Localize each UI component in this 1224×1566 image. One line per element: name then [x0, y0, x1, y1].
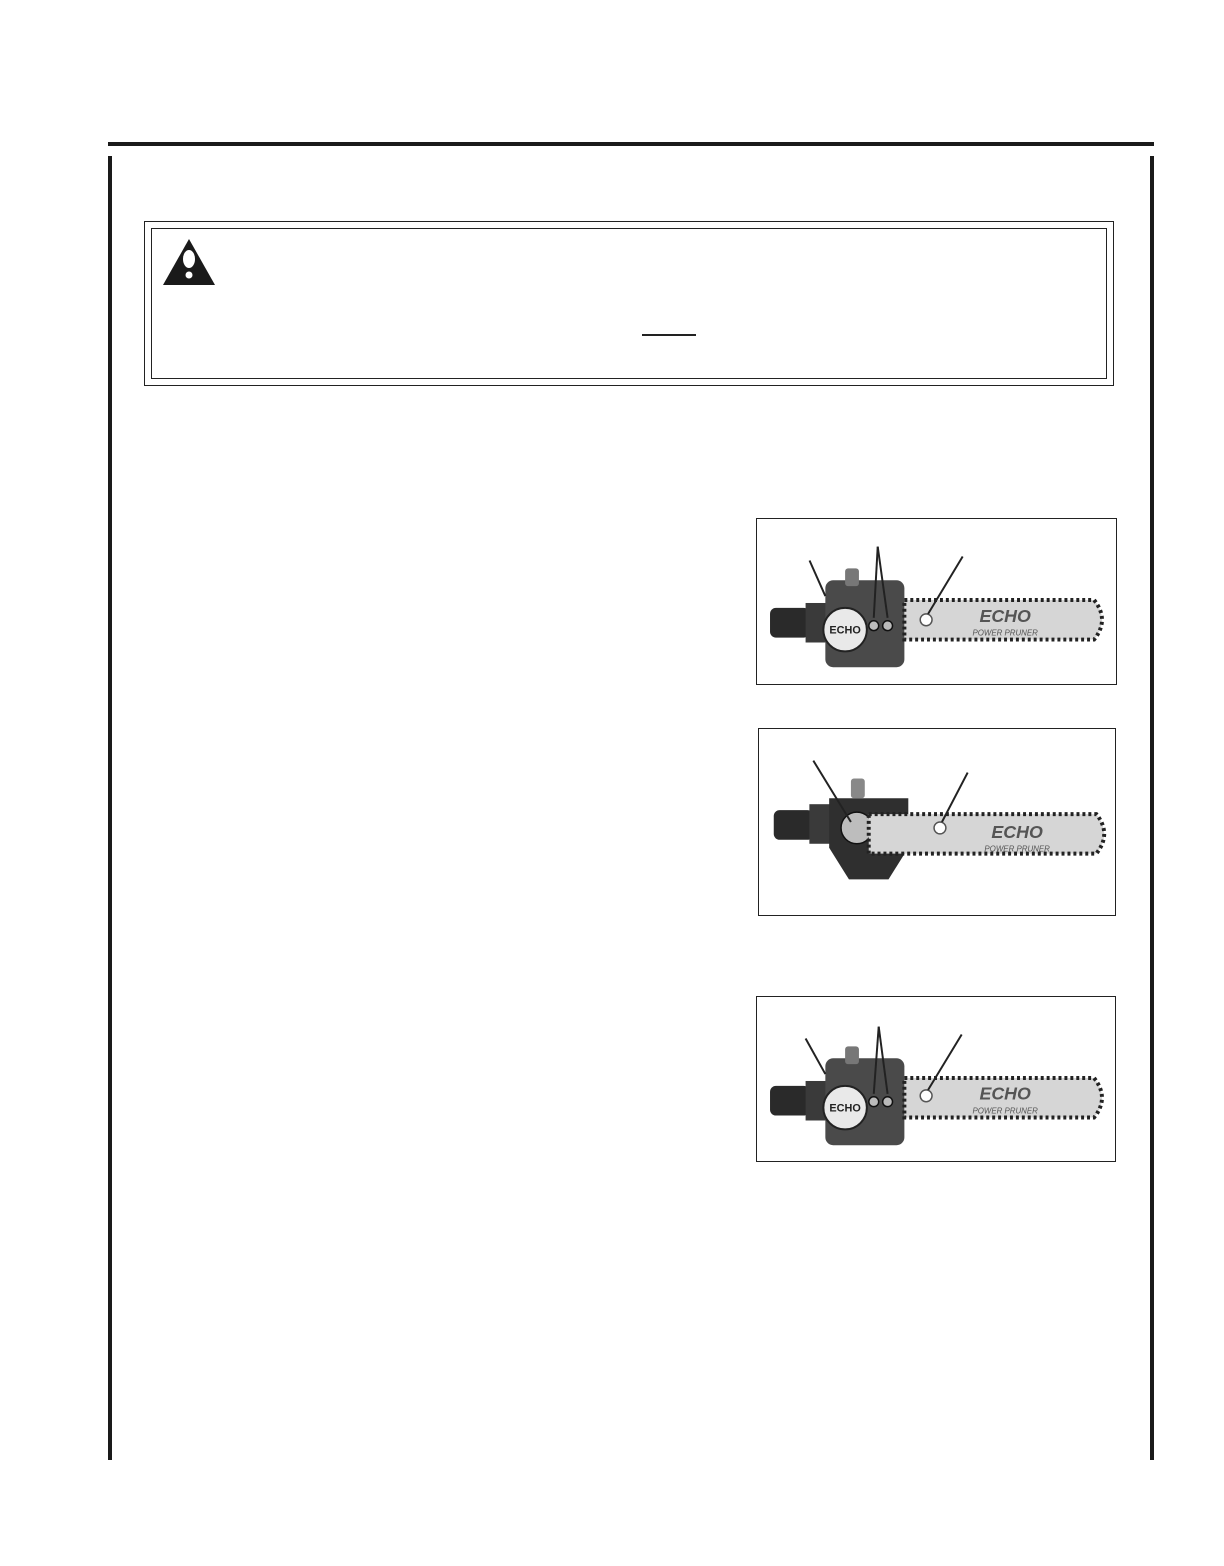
bar-logo-subtext: POWER PRUNER [972, 628, 1038, 638]
bar-logo-text: ECHO [979, 605, 1031, 626]
figure-pruner-cover-removed [758, 728, 1116, 916]
top-rule [108, 142, 1154, 146]
warning-box-inner [151, 228, 1107, 379]
bar-logo-text: ECHO [979, 1083, 1031, 1104]
warning-box [144, 221, 1114, 386]
pruner-illustration [757, 997, 1115, 1161]
bar-logo-subtext: POWER PRUNER [972, 1106, 1038, 1116]
bar-logo-text: ECHO [991, 821, 1043, 842]
warning-triangle-icon [161, 237, 217, 287]
figure-brand-label: ECHO [829, 1102, 861, 1115]
left-margin-rule [108, 156, 112, 1460]
warning-underline [642, 334, 696, 336]
bar-logo-subtext: POWER PRUNER [984, 844, 1050, 854]
figure-brand-label: ECHO [829, 624, 861, 637]
pruner-illustration [759, 729, 1115, 915]
pruner-illustration [757, 519, 1116, 684]
right-margin-rule [1150, 156, 1154, 1460]
figure-pruner-reassembled [756, 996, 1116, 1162]
figure-pruner-assembled [756, 518, 1117, 685]
